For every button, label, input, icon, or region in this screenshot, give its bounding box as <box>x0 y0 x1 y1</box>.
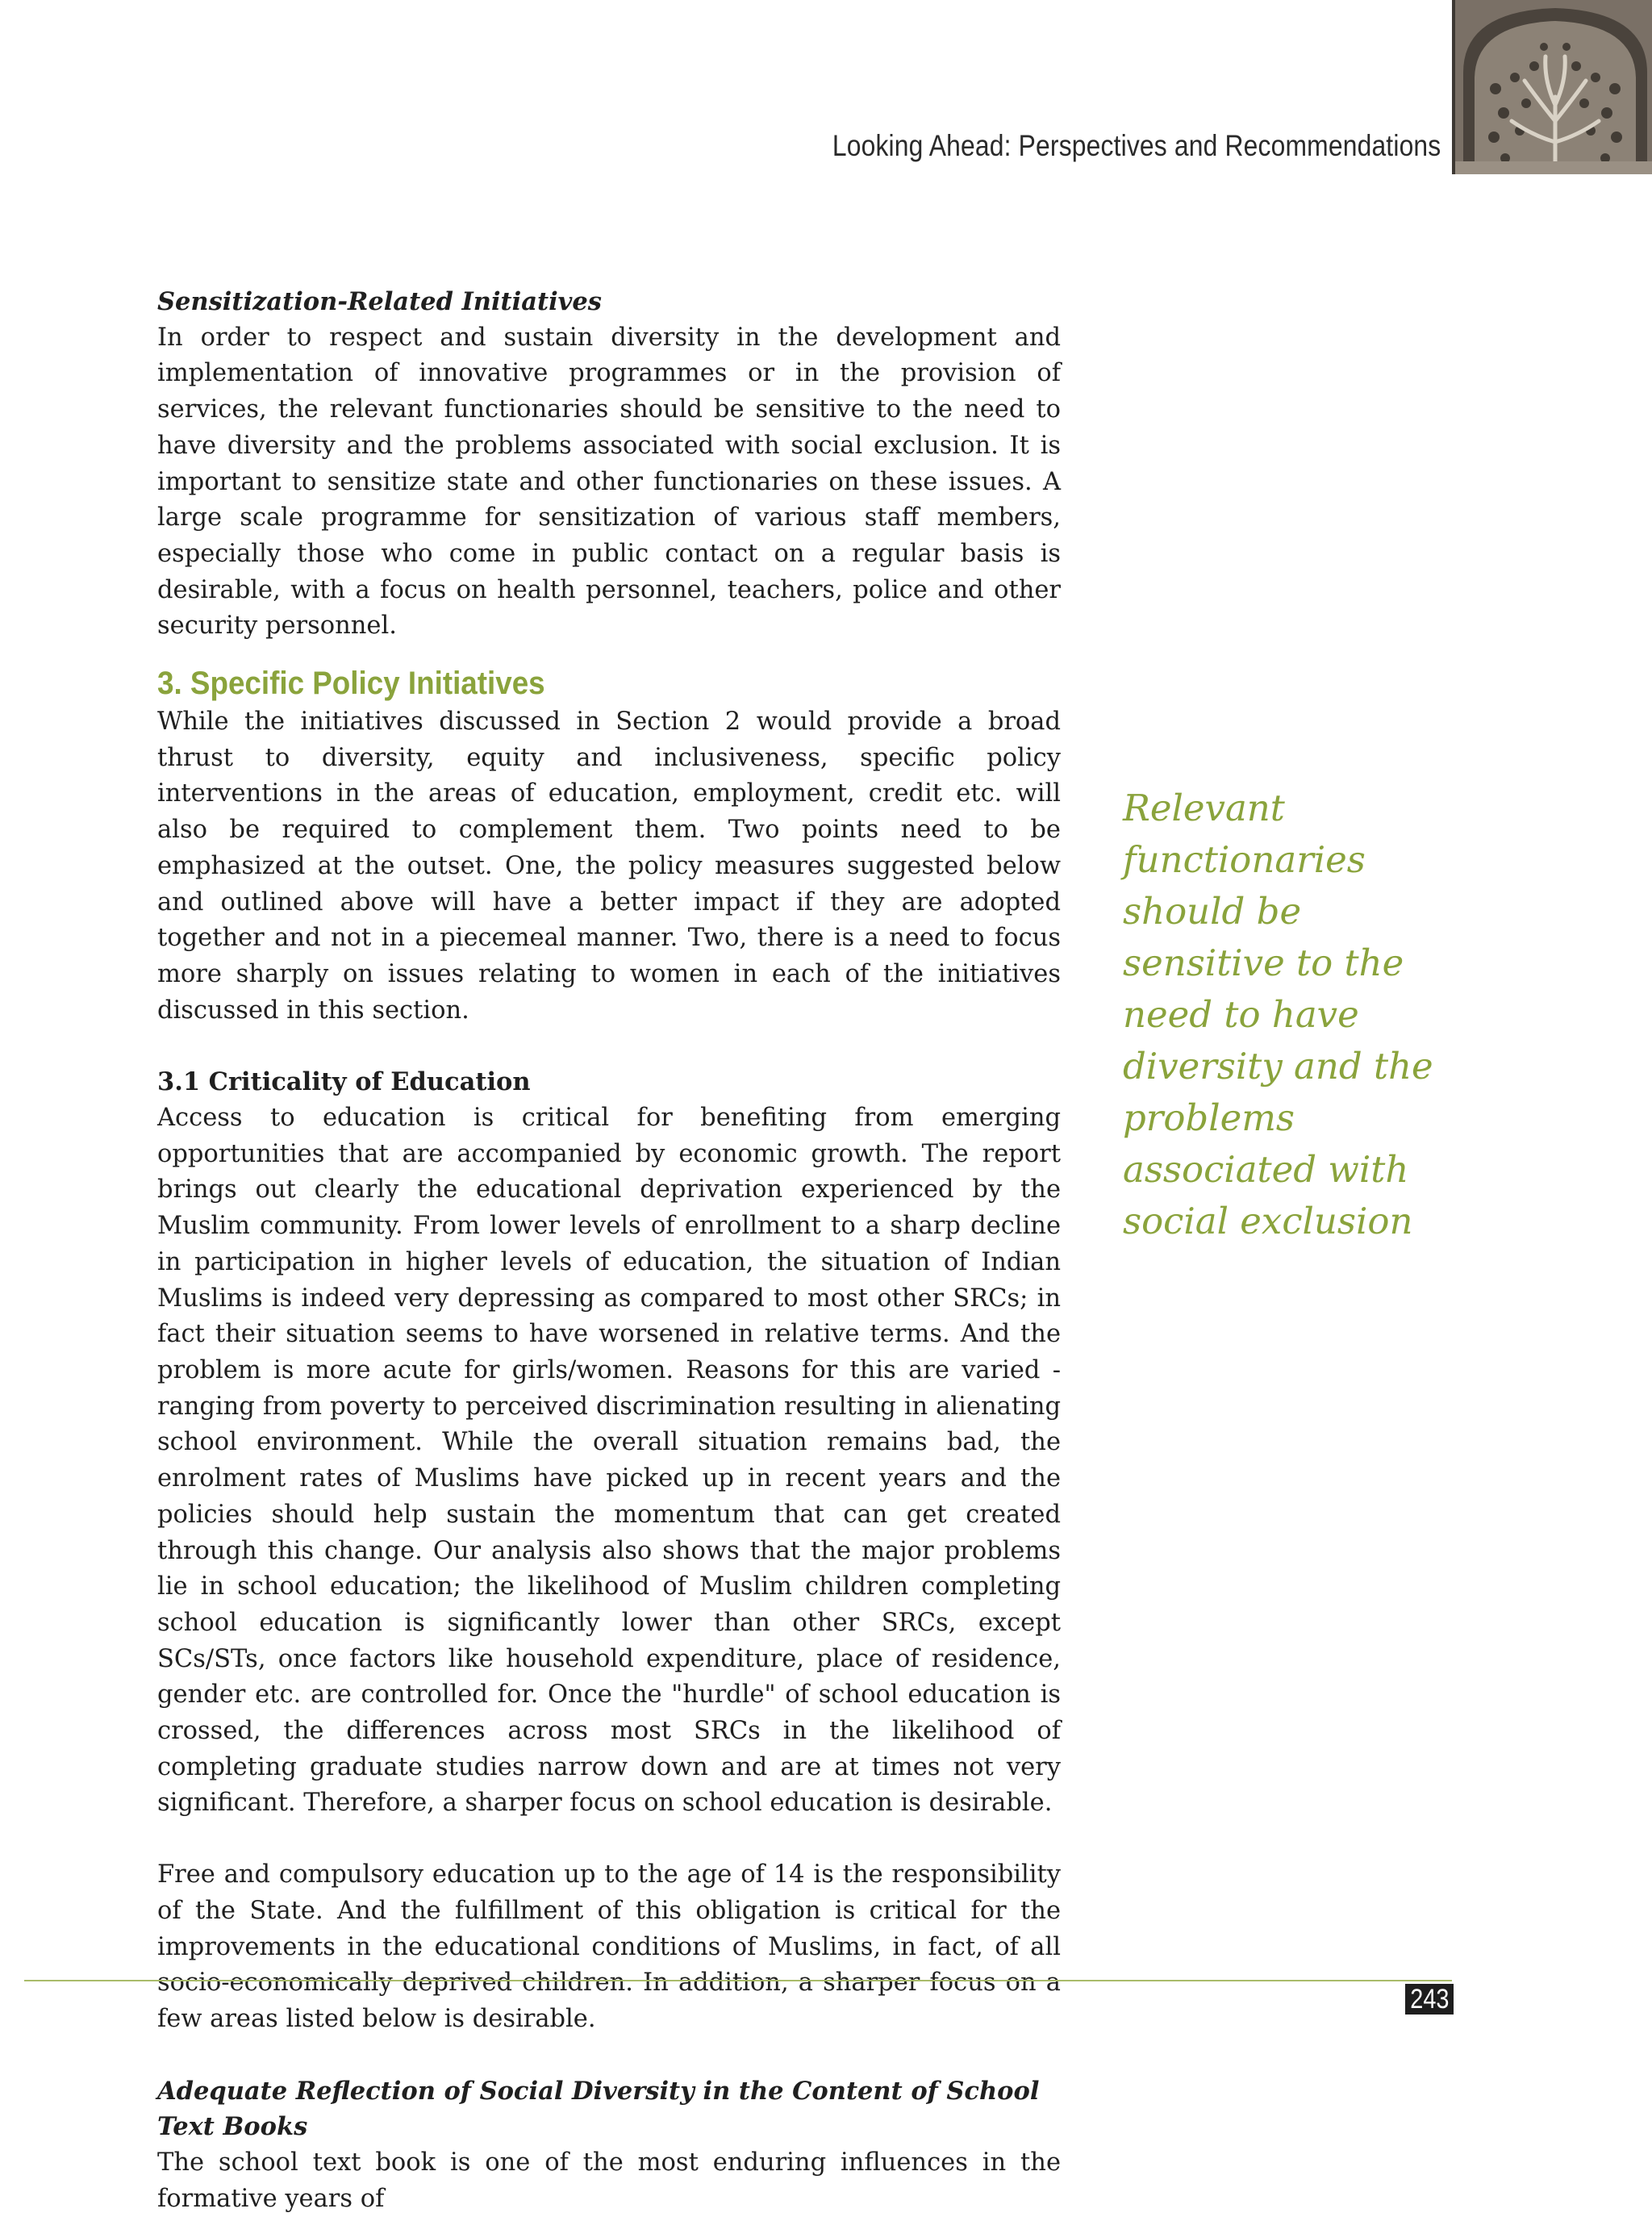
textbooks-heading: Adequate Reflection of Social Diversity in the Content of School Text Books <box>157 2076 1040 2142</box>
footer-rule <box>24 1980 1452 1981</box>
carved-stone-window-icon <box>1452 0 1652 174</box>
pull-quote: Relevant functionaries should be sensitive to the need to have diversity and the problems associated with social exclusion <box>1123 787 1433 1242</box>
sensitization-paragraph: In order to respect and sustain diversity in the development and implementation of innovative programmes or in the provision of services, the relevant functionaries should be sensitive to the need to have diversity and the problems associated with social exclusion. It is important to sensitize state and other functionaries on these issues. A large scale programme for sensitization of various staff members, especially those who come in public contact on a regular basis is desirable, with a focus on health personnel, teachers, police and other security personnel. <box>157 323 1061 641</box>
main-text-column <box>157 284 1061 2217</box>
education-heading: 3.1 Criticality of Education <box>157 1067 531 1097</box>
sensitization-heading: Sensitization-Related Initiatives <box>157 287 602 316</box>
specific-policy-paragraph: While the initiatives discussed in Section 2 would provide a broad thrust to diversity, equity and inclusiveness, specific policy interventions in the areas of education, employment, credit etc. will also be required to complement them. Two points need to be emphasized at the outset. One, the policy measures suggested below and outlined above will have a better impact if they are adopted together and not in a piecemeal manner. Two, there is a need to focus more sharply on issues relating to women in each of the initiatives discussed in this section. <box>157 708 1061 1025</box>
section-3-heading: 3. Specific Policy Initiatives <box>157 666 545 702</box>
running-header-title: Looking Ahead: Perspectives and Recommendations <box>832 129 1441 162</box>
page-number-text: 243 <box>1409 1984 1450 2015</box>
textbooks-paragraph: The school text book is one of the most enduring influences in the formative years of <box>157 2148 1061 2213</box>
education-paragraph-1: Access to education is critical for benefiting from emerging opportunities that are accompanied by economic growth. The report brings out clearly the educational deprivation experienced by the Muslim community. From lower levels of enrollment to a sharp decline in participation in higher levels of education, the situation of Indian Muslims is indeed very depressing as compared to most other SRCs; in fact their situation seems to have worsened in relative terms. And the problem is more acute for girls/women. Reasons for this are varied - ranging from poverty to perceived discrimination resulting in alienating school environment. While the overall situation remains bad, the enrolment rates of Muslims have picked up in recent years and the policies should help sustain the momentum that can get created through this change. Our analysis also shows that the major problems lie in school education; the likelihood of Muslim children completing school education is significantly lower than other SRCs, except SCs/STs, once factors like household expenditure, place of residence, gender etc. are controlled for. Once the "hurdle" of school education is crossed, the differences across most SRCs in the likelihood of completing graduate studies narrow down and are at times not very significant. Therefore, a sharper focus on school education is desirable. <box>157 1104 1061 1818</box>
education-paragraph-2: Free and compulsory education up to the age of 14 is the responsibility of the State. And the fulfillment of this obligation is critical for the improvements in the educational conditions of Muslims, in fact, of all socio-economically deprived children. In addition, a sharper focus on a few areas listed below is desirable. <box>157 1860 1061 2033</box>
page-number <box>1405 1984 1454 2015</box>
